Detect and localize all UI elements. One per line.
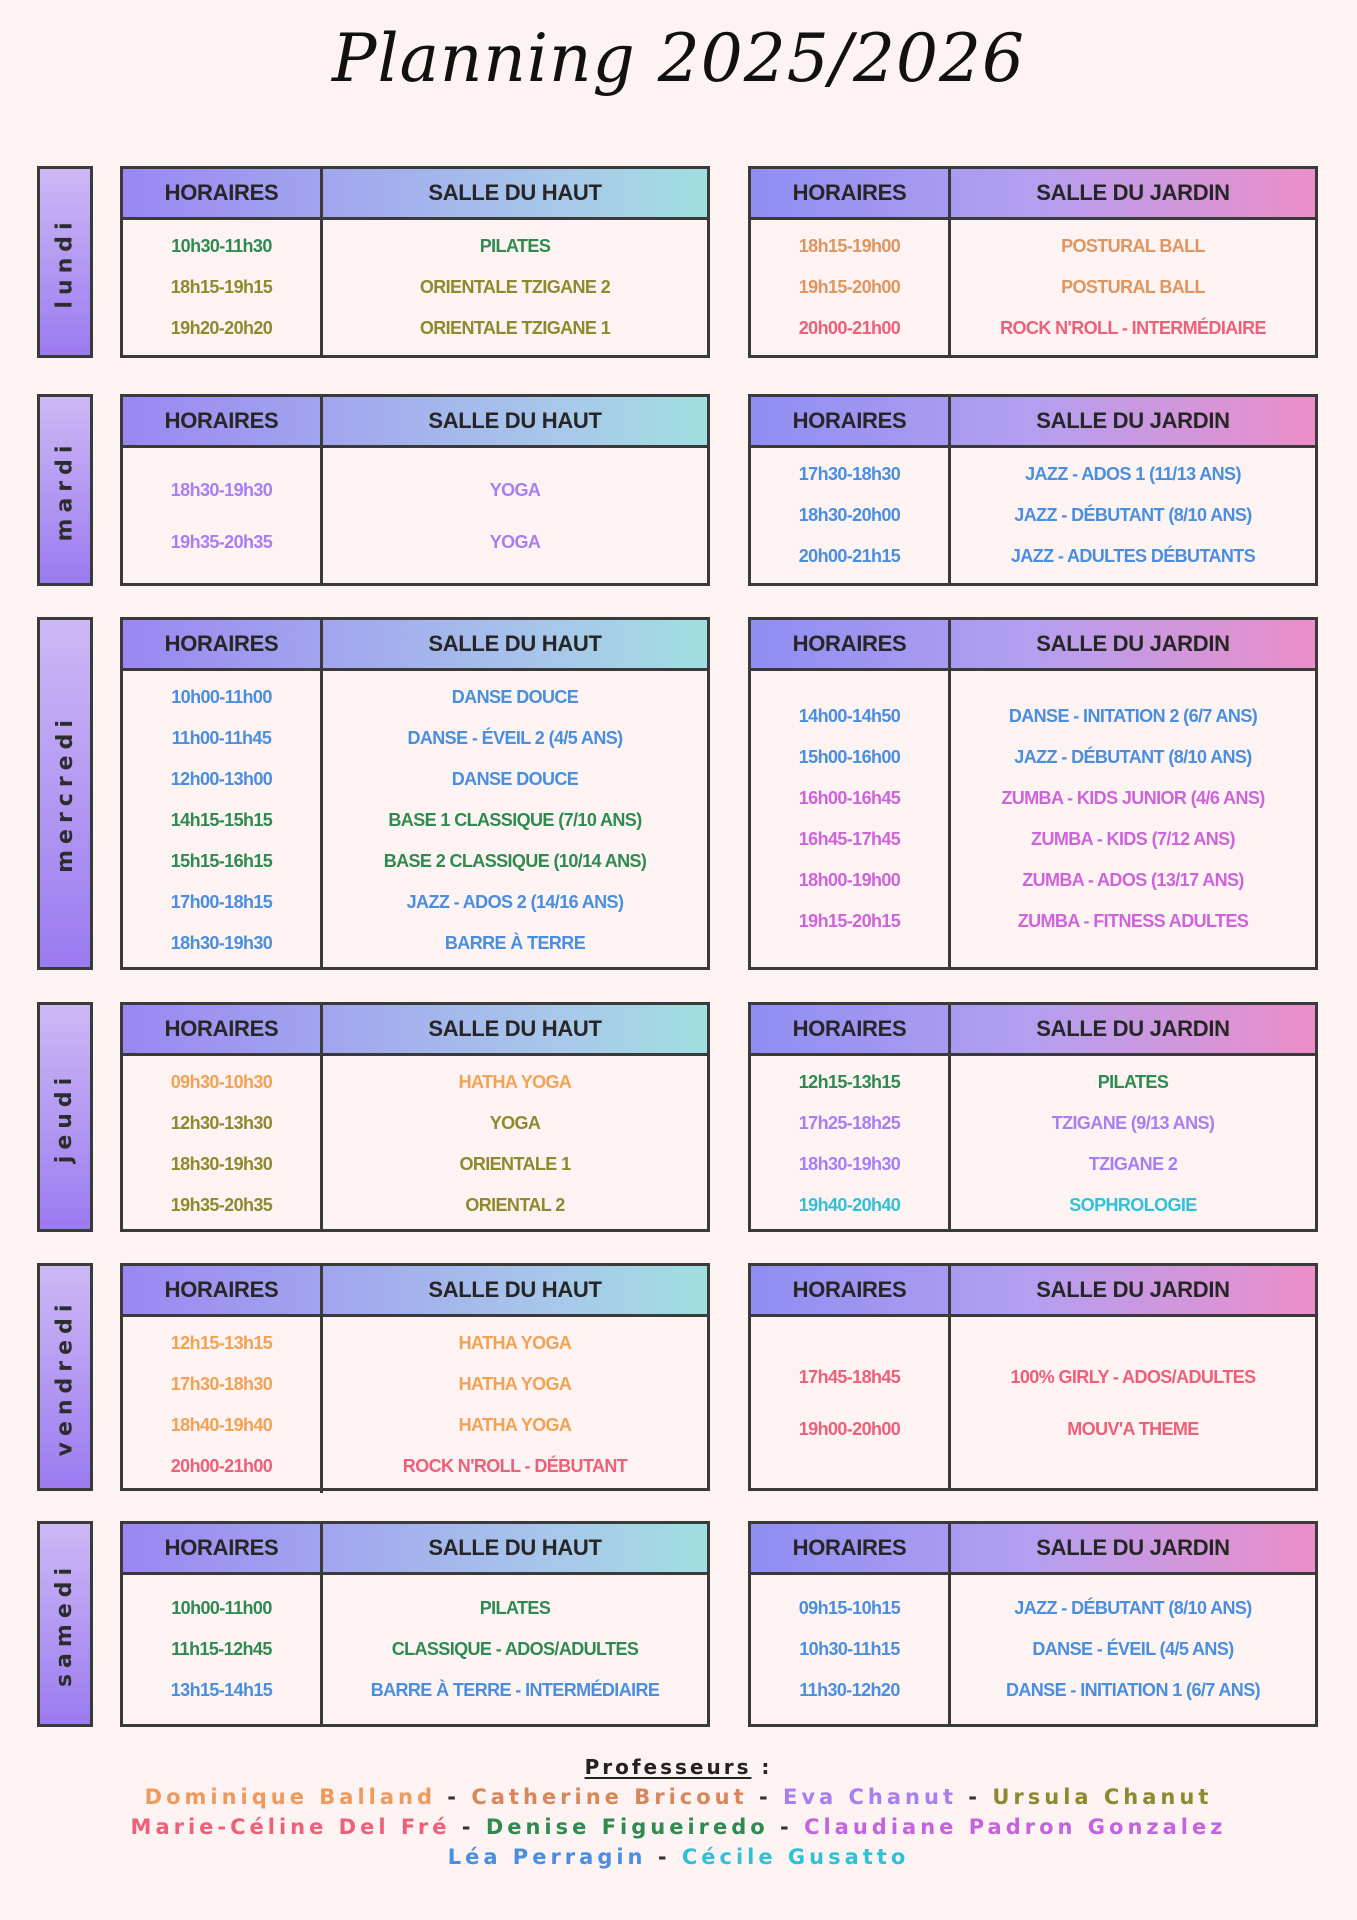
time-column: [751, 1317, 951, 1488]
teacher-separator: -: [450, 1815, 486, 1839]
activity-cell: DANSE - ÉVEIL (4/5 ANS): [1032, 1639, 1234, 1659]
header-horaires: HORAIRES: [751, 1005, 951, 1053]
activity-cell: DANSE DOUCE: [451, 769, 579, 789]
day-lundi: [0, 166, 1357, 358]
activity-cell: ROCK N'ROLL - INTERMÉDIAIRE: [1000, 318, 1266, 338]
table-body: [751, 1056, 1315, 1232]
header-salle-haut: SALLE DU HAUT: [428, 631, 602, 656]
teacher-name: Marie-Céline Del Fré: [130, 1815, 451, 1839]
activity-cell: JAZZ - DÉBUTANT (8/10 ANS): [1014, 505, 1252, 525]
activity-column: [951, 671, 1315, 967]
time-cell: 19h35-20h35: [170, 531, 273, 552]
time-cell: 19h40-20h40: [798, 1195, 901, 1215]
time-cell: 17h45-18h45: [798, 1366, 901, 1387]
day-label: lundi: [52, 215, 78, 309]
activity-column: [951, 1056, 1315, 1232]
header-salle-haut: SALLE DU HAUT: [428, 180, 602, 205]
activity-cell: CLASSIQUE - ADOS/ADULTES: [391, 1639, 639, 1659]
teachers-line: [0, 1785, 1357, 1809]
time-cell: 19h20-20h20: [170, 318, 273, 338]
header-horaires: HORAIRES: [123, 397, 323, 445]
header-horaires: HORAIRES: [751, 620, 951, 668]
day-label: samedi: [52, 1561, 78, 1687]
activity-cell: ZUMBA - KIDS (7/12 ANS): [1031, 829, 1235, 849]
activity-cell: HATHA YOGA: [458, 1415, 572, 1435]
teacher-name: Cécile Gusatto: [681, 1845, 910, 1869]
teacher-separator: -: [747, 1785, 783, 1809]
activity-cell: DANSE - INITATION 2 (6/7 ANS): [1008, 706, 1258, 726]
table-lundi-jardin: [748, 166, 1318, 358]
time-column: [123, 1056, 323, 1232]
day-label-tab: [37, 394, 93, 586]
activity-cell: YOGA: [489, 479, 541, 500]
time-cell: 10h30-11h15: [799, 1639, 900, 1659]
activity-column: [323, 1575, 707, 1724]
activity-cell: DANSE DOUCE: [451, 687, 579, 707]
teachers-list: [0, 1785, 1357, 1869]
activity-cell: JAZZ - ADULTES DÉBUTANTS: [1010, 546, 1256, 566]
table-mardi-haut: [120, 394, 710, 586]
table-body: [123, 671, 707, 970]
time-cell: 18h40-19h40: [170, 1415, 273, 1435]
header-salle-haut: SALLE DU HAUT: [428, 1535, 602, 1560]
table-header: [123, 1266, 707, 1317]
time-cell: 18h15-19h15: [170, 277, 273, 297]
header-horaires: HORAIRES: [751, 169, 951, 217]
time-cell: 11h15-12h45: [171, 1639, 272, 1659]
time-cell: 18h30-20h00: [798, 505, 901, 525]
table-body: [123, 1317, 707, 1493]
activity-cell: DANSE - INITIATION 1 (6/7 ANS): [1005, 1680, 1261, 1700]
activity-cell: ZUMBA - KIDS JUNIOR (4/6 ANS): [1001, 788, 1265, 808]
time-cell: 16h00-16h45: [798, 788, 901, 808]
activity-cell: TZIGANE (9/13 ANS): [1051, 1113, 1215, 1133]
header-salle-jardin: SALLE DU JARDIN: [1036, 1535, 1230, 1560]
time-cell: 13h15-14h15: [170, 1680, 273, 1700]
teachers-line: [0, 1815, 1357, 1839]
header-horaires: HORAIRES: [751, 397, 951, 445]
teacher-name: Léa Perragin: [447, 1845, 647, 1869]
time-column: [751, 1056, 951, 1232]
activity-cell: DANSE - ÉVEIL 2 (4/5 ANS): [407, 728, 623, 748]
time-column: [123, 220, 323, 355]
activity-cell: HATHA YOGA: [458, 1374, 572, 1394]
header-horaires: HORAIRES: [123, 620, 323, 668]
activity-cell: ORIENTALE TZIGANE 1: [419, 318, 611, 338]
time-column: [751, 448, 951, 583]
teacher-name: Ursula Chanut: [992, 1785, 1213, 1809]
activity-cell: ROCK N'ROLL - DÉBUTANT: [402, 1456, 628, 1476]
teacher-separator: -: [957, 1785, 993, 1809]
day-label-tab: [37, 1002, 93, 1232]
activity-cell: 100% GIRLY - ADOS/ADULTES: [1010, 1366, 1256, 1387]
teacher-name: Eva Chanut: [783, 1785, 957, 1809]
activity-column: [951, 1575, 1315, 1724]
time-cell: 19h00-20h00: [798, 1418, 901, 1439]
time-cell: 19h35-20h35: [170, 1195, 273, 1215]
header-salle-jardin: SALLE DU JARDIN: [1036, 1277, 1230, 1302]
table-lundi-haut: [120, 166, 710, 358]
activity-column: [951, 220, 1315, 355]
activity-column: [323, 1317, 707, 1493]
time-cell: 14h00-14h50: [798, 706, 901, 726]
header-salle-haut: SALLE DU HAUT: [428, 408, 602, 433]
time-cell: 10h00-11h00: [171, 1598, 272, 1618]
table-jeudi-haut: [120, 1002, 710, 1232]
table-header: [123, 1005, 707, 1056]
activity-column: [323, 448, 707, 583]
table-header: [123, 169, 707, 220]
time-cell: 18h00-19h00: [798, 870, 901, 890]
activity-cell: ORIENTAL 2: [465, 1195, 565, 1215]
header-horaires: HORAIRES: [751, 1266, 951, 1314]
teachers-heading: [0, 1755, 1357, 1779]
header-horaires: HORAIRES: [123, 1524, 323, 1572]
table-mardi-jardin: [748, 394, 1318, 586]
activity-cell: BARRE À TERRE - INTERMÉDIAIRE: [370, 1680, 660, 1700]
table-header: [123, 620, 707, 671]
day-label: mardi: [52, 439, 78, 541]
activity-column: [323, 220, 707, 355]
header-salle-jardin: SALLE DU JARDIN: [1036, 408, 1230, 433]
activity-cell: PILATES: [1097, 1072, 1169, 1092]
time-cell: 17h25-18h25: [798, 1113, 901, 1133]
time-column: [123, 671, 323, 970]
activity-cell: BASE 1 CLASSIQUE (7/10 ANS): [388, 810, 642, 830]
time-cell: 09h15-10h15: [798, 1598, 901, 1618]
day-mercredi: [0, 617, 1357, 970]
table-vendredi-jardin: [748, 1263, 1318, 1491]
table-body: [751, 220, 1315, 355]
header-salle-jardin: SALLE DU JARDIN: [1036, 1016, 1230, 1041]
activity-cell: YOGA: [489, 1113, 541, 1133]
time-cell: 18h30-19h30: [798, 1154, 901, 1174]
activity-column: [951, 448, 1315, 583]
teacher-separator: -: [768, 1815, 805, 1839]
table-header: [751, 1266, 1315, 1317]
time-cell: 12h15-13h15: [798, 1072, 901, 1092]
time-cell: 17h00-18h15: [170, 892, 273, 912]
table-body: [123, 1575, 707, 1724]
day-label: jeudi: [52, 1071, 78, 1163]
table-body: [123, 448, 707, 583]
table-mercredi-jardin: [748, 617, 1318, 970]
time-cell: 10h30-11h30: [171, 236, 272, 256]
header-salle-haut: SALLE DU HAUT: [428, 1277, 602, 1302]
table-header: [751, 1524, 1315, 1575]
teacher-separator: -: [436, 1785, 472, 1809]
time-cell: 16h45-17h45: [798, 829, 901, 849]
header-horaires: HORAIRES: [123, 1005, 323, 1053]
header-horaires: HORAIRES: [123, 1266, 323, 1314]
day-mardi: [0, 394, 1357, 586]
table-header: [751, 397, 1315, 448]
time-cell: 12h15-13h15: [170, 1333, 273, 1353]
day-label-tab: [37, 1263, 93, 1491]
table-body: [751, 448, 1315, 583]
table-vendredi-haut: [120, 1263, 710, 1491]
day-label-tab: [37, 1521, 93, 1727]
time-cell: 15h15-16h15: [170, 851, 273, 871]
teachers-heading-label: Professeurs: [584, 1755, 752, 1779]
activity-cell: ORIENTALE 1: [459, 1154, 571, 1174]
activity-cell: BARRE À TERRE: [444, 933, 586, 953]
day-label: mercredi: [52, 714, 78, 873]
activity-cell: SOPHROLOGIE: [1069, 1195, 1197, 1215]
teachers-line: [0, 1845, 1357, 1869]
header-salle-jardin: SALLE DU JARDIN: [1036, 631, 1230, 656]
table-samedi-haut: [120, 1521, 710, 1727]
teacher-name: Claudiane Padron Gonzalez: [804, 1815, 1227, 1839]
time-cell: 19h15-20h00: [798, 277, 901, 297]
table-header: [123, 1524, 707, 1575]
time-cell: 20h00-21h00: [798, 318, 901, 338]
table-header: [751, 620, 1315, 671]
activity-cell: JAZZ - ADOS 1 (11/13 ANS): [1025, 464, 1241, 484]
day-vendredi: [0, 1263, 1357, 1491]
activity-cell: POSTURAL BALL: [1061, 236, 1205, 256]
time-cell: 17h30-18h30: [170, 1374, 273, 1394]
teacher-name: Denise Figueiredo: [485, 1815, 769, 1839]
teachers-section: [0, 1755, 1357, 1869]
activity-cell: BASE 2 CLASSIQUE (10/14 ANS): [383, 851, 647, 871]
day-label: vendredi: [52, 1298, 78, 1456]
activity-cell: ZUMBA - ADOS (13/17 ANS): [1022, 870, 1244, 890]
activity-cell: PILATES: [479, 236, 551, 256]
activity-cell: HATHA YOGA: [458, 1072, 572, 1092]
teachers-heading-colon: :: [751, 1755, 773, 1779]
time-column: [123, 448, 323, 583]
time-cell: 09h30-10h30: [170, 1072, 273, 1092]
header-horaires: HORAIRES: [751, 1524, 951, 1572]
activity-cell: POSTURAL BALL: [1061, 277, 1205, 297]
time-cell: 11h00-11h45: [171, 728, 272, 748]
day-samedi: [0, 1521, 1357, 1727]
time-cell: 17h30-18h30: [798, 464, 901, 484]
time-cell: 11h30-12h20: [799, 1680, 900, 1700]
activity-cell: JAZZ - ADOS 2 (14/16 ANS): [406, 892, 624, 912]
time-column: [751, 220, 951, 355]
table-mercredi-haut: [120, 617, 710, 970]
activity-column: [323, 671, 707, 970]
time-cell: 12h30-13h30: [170, 1113, 273, 1133]
activity-cell: HATHA YOGA: [458, 1333, 572, 1353]
activity-cell: ZUMBA - FITNESS ADULTES: [1017, 911, 1249, 931]
table-body: [123, 220, 707, 355]
table-body: [751, 1317, 1315, 1488]
time-column: [123, 1575, 323, 1724]
activity-column: [323, 1056, 707, 1232]
table-header: [751, 169, 1315, 220]
table-header: [751, 1005, 1315, 1056]
day-label-tab: [37, 166, 93, 358]
teacher-name: Dominique Balland: [144, 1785, 436, 1809]
header-salle-haut: SALLE DU HAUT: [428, 1016, 602, 1041]
time-cell: 20h00-21h15: [798, 546, 901, 566]
header-horaires: HORAIRES: [123, 169, 323, 217]
time-cell: 10h00-11h00: [171, 687, 272, 707]
header-salle-jardin: SALLE DU JARDIN: [1036, 180, 1230, 205]
time-cell: 12h00-13h00: [170, 769, 273, 789]
table-jeudi-jardin: [748, 1002, 1318, 1232]
day-label-tab: [37, 617, 93, 970]
time-cell: 18h30-19h30: [170, 479, 273, 500]
activity-cell: ORIENTALE TZIGANE 2: [419, 277, 611, 297]
activity-cell: JAZZ - DÉBUTANT (8/10 ANS): [1014, 1598, 1252, 1618]
time-cell: 20h00-21h00: [170, 1456, 273, 1476]
day-jeudi: [0, 1002, 1357, 1232]
teacher-name: Catherine Bricout: [471, 1785, 748, 1809]
time-cell: 18h15-19h00: [798, 236, 901, 256]
time-cell: 15h00-16h00: [798, 747, 901, 767]
time-column: [123, 1317, 323, 1493]
time-column: [751, 671, 951, 967]
table-body: [123, 1056, 707, 1232]
teacher-separator: -: [646, 1845, 682, 1869]
activity-cell: TZIGANE 2: [1088, 1154, 1178, 1174]
time-cell: 19h15-20h15: [798, 911, 901, 931]
table-header: [123, 397, 707, 448]
activity-cell: PILATES: [479, 1598, 551, 1618]
table-body: [751, 671, 1315, 967]
activity-cell: MOUV'A THEME: [1067, 1418, 1199, 1439]
table-body: [751, 1575, 1315, 1724]
activity-column: [951, 1317, 1315, 1488]
table-samedi-jardin: [748, 1521, 1318, 1727]
time-cell: 18h30-19h30: [170, 933, 273, 953]
time-column: [751, 1575, 951, 1724]
time-cell: 14h15-15h15: [170, 810, 273, 830]
time-cell: 18h30-19h30: [170, 1154, 273, 1174]
activity-cell: YOGA: [489, 531, 541, 552]
activity-cell: JAZZ - DÉBUTANT (8/10 ANS): [1014, 747, 1252, 767]
page-title: Planning 2025/2026: [332, 20, 1025, 97]
